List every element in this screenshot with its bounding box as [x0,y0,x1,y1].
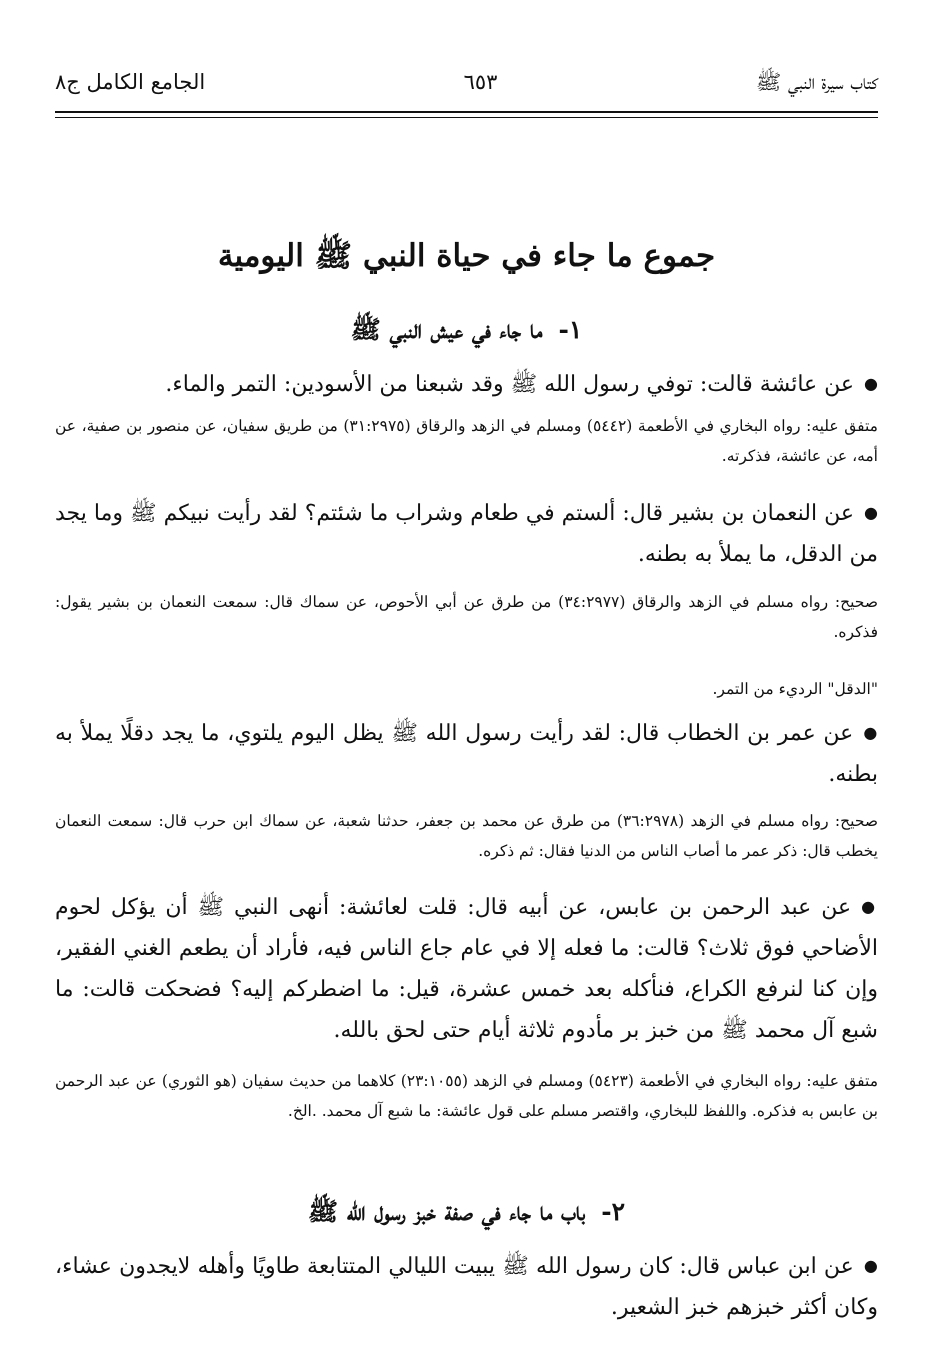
header-book-title: كتاب سيرة النبي ﷺ [755,70,878,94]
bullet-icon: ● [863,723,878,742]
header-rule-thin [55,117,878,118]
chapter-heading-1 [55,308,878,352]
hadith-text: عن النعمان بن بشير قال: ألستم في طعام وشراب ما شئتم؟ لقد رأيت نبيكم ﷺ وما يجد من الدقل، ما يملأ به بطنه. [55,501,878,567]
hadith-text: عن ابن عباس قال: كان رسول الله ﷺ يبيت الليالي المتتابعة طاويًا وأهله لايجدون عشاء، وكان أكثر خبزهم خبز الشعير. [55,1254,878,1320]
bullet-icon: ● [864,503,879,522]
chapter-title: باب ما جاء في صفة خبز رسول الله ﷺ [307,1197,586,1226]
section-title: جموع ما جاء في حياة النبي ﷺ اليومية [217,238,716,274]
page-header [55,62,878,112]
hadith-1 [55,363,878,405]
chapter-title: ما جاء في عيش النبي ﷺ [350,315,543,344]
hadith-3 [55,712,878,795]
chapter-number: ٢- [601,1197,626,1226]
word-gloss: "الدقل" الرديء من التمر. [712,680,878,698]
header-rule-thick [55,111,878,113]
chapter-heading-2 [55,1190,878,1234]
hadith-text: عن عبد الرحمن بن عابس، عن أبيه قال: قلت لعائشة: أنهى النبي ﷺ أن يؤكل لحوم الأضاحي فوق ثلاث؟ قالت: ما فعله إلا في عام جاع الناس فيه، فأراد أن يطعم الغني الفقير، وإن كنا لنرفع الكراع، فنأكله بعد خمس عشرة، قيل: ما اضطركم إليه؟ فضحكت قالت: ما شبع آل محمد ﷺ من خبز بر مأدوم ثلاثة أيام حتى لحق بالله. [55,895,878,1043]
hadith-3-takhrij: صحيح: رواه مسلم في الزهد (٣٦:٢٩٧٨) من طرق عن محمد بن جعفر، حدثنا شعبة، عن سماك ابن حرب قال: سمعت النعمان يخطب قال: ذكر عمر ما أصاب الناس من الدنيا فقال: ثم ذكره. [55,812,878,860]
hadith-4 [55,886,878,1051]
hadith-1-takhrij: متفق عليه: رواه البخاري في الأطعمة (٥٤٤٢) ومسلم في الزهد والرقاق (٣١:٢٩٧٥) من طريق سفيان، عن منصور بن صفية، عن أمه، عن عائشة، فذكرته. [55,417,878,465]
hadith-text: عن عائشة قالت: توفي رسول الله ﷺ وقد شبعنا من الأسودين: التمر والماء. [165,372,855,397]
header-volume-title: الجامع الكامل ج٨ [55,70,206,94]
hadith-2-takhrij: صحيح: رواه مسلم في الزهد والرقاق (٣٤:٢٩٧٧) من طرق عن أبي الأحوص، عن سماك قال: سمعت النعمان بن بشير يقول: فذكره. [55,593,878,641]
page-number: ٦٥٣ [463,70,498,94]
bullet-icon: ● [863,1256,879,1275]
hadith-text: عن عمر بن الخطاب قال: لقد رأيت رسول الله ﷺ يظل اليوم يلتوي، ما يجد دقلًا يملأ به بطنه. [55,721,878,787]
bullet-icon: ● [861,897,878,916]
hadith-4-takhrij: متفق عليه: رواه البخاري في الأطعمة (٥٤٢٣) ومسلم في الزهد (٢٣:١٠٥٥) كلاهما من حديث سفيان (هو الثوري) عن عبد الرحمن بن عابس به فذكره. واللفظ للبخاري، واقتصر مسلم على قول عائشة: ما شبع آل محمد. .الخ. [55,1072,878,1120]
hadith-5 [55,1245,878,1328]
bullet-icon: ● [864,374,878,393]
chapter-number: ١- [558,315,583,344]
hadith-2 [55,492,878,575]
